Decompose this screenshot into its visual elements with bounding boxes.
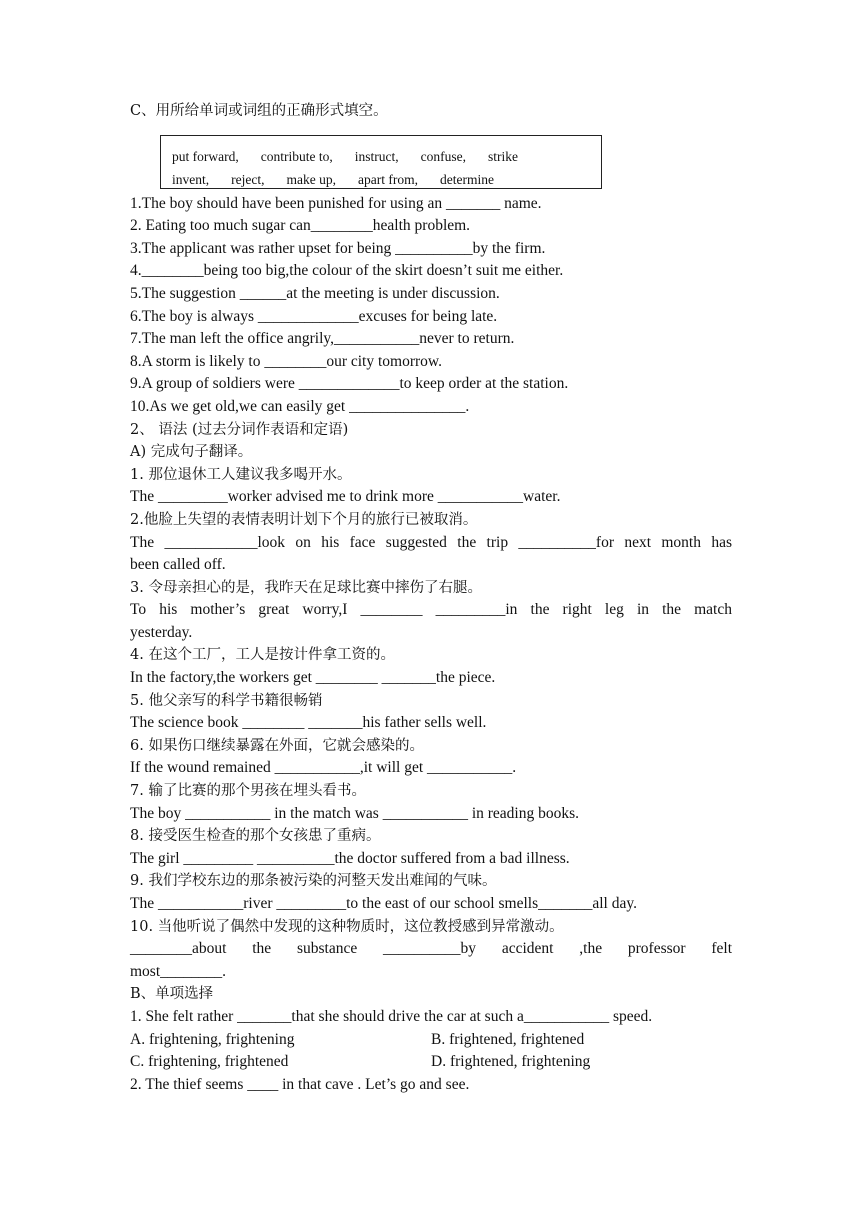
word-bank-box (160, 135, 602, 189)
fill-blank-question: 10.As we get old,we can easily get _______________. (130, 397, 470, 415)
translation-prompt: 2.他脸上失望的表情表明计划下个月的旅行已被取消。 (130, 511, 478, 528)
translation-answer: The _________worker advised me to drink more ___________water. (130, 488, 561, 506)
word-bank-item: make up, (286, 171, 336, 187)
translation-part-title: A) 完成句子翻译。 (130, 444, 253, 461)
translation-prompt: 10. 当他听说了偶然中发现的这种物质时，这位教授感到异常激动。 (130, 918, 564, 935)
option-a: A. frightening, frightening (130, 1030, 295, 1048)
fill-blank-question: 6.The boy is always _____________excuses for being late. (130, 307, 498, 325)
translation-answer-cont: most________. (130, 962, 227, 980)
translation-answer: In the factory,the workers get ________ _______the piece. (130, 669, 496, 687)
translation-answer-cont: been called off. (130, 556, 226, 574)
section-c-title: C、用所给单词或词组的正确形式填空。 (130, 103, 388, 119)
option-row (130, 1051, 732, 1074)
section-b-title: B、单项选择 (130, 986, 214, 1003)
translation-answer: The girl _________ __________the doctor suffered from a bad illness. (130, 849, 570, 867)
fill-blank-question: 8.A storm is likely to ________our city tomorrow. (130, 352, 442, 370)
fill-blank-question: 1.The boy should have been punished for using an _______ name. (130, 194, 542, 212)
translation-prompt: 1. 那位退休工人建议我多喝开水。 (130, 466, 352, 483)
word-bank-row-1 (172, 145, 601, 168)
word-bank-item: confuse, (420, 148, 466, 164)
translation-prompt: 3. 令母亲担心的是，我昨天在足球比赛中摔伤了右腿。 (130, 579, 482, 596)
translation-answer: The ___________river _________to the east of our school smells_______all day. (130, 895, 637, 912)
translation-answer: ________about the substance __________by accident ,the professor felt (130, 940, 732, 958)
multiple-choice-question: 2. The thief seems ____ in that cave . Let’s go and see. (130, 1075, 470, 1093)
word-bank-item: instruct, (354, 148, 399, 164)
word-bank-row-2 (172, 168, 601, 191)
option-c: C. frightening, frightened (130, 1053, 289, 1071)
fill-blank-question: 5.The suggestion ______at the meeting is under discussion. (130, 284, 500, 302)
grammar-heading: 2、 语法 (过去分词作表语和定语) (130, 421, 349, 438)
word-bank-item: invent, (172, 171, 210, 187)
translation-answer: The ____________look on his face suggested the trip __________for next month has (130, 533, 732, 551)
translation-answer: The boy ___________ in the match was ___________ in reading books. (130, 804, 580, 822)
translation-prompt: 4. 在这个工厂，工人是按计件拿工资的。 (130, 647, 395, 664)
word-bank-item: reject, (231, 171, 265, 187)
word-bank-item: contribute to, (260, 148, 333, 164)
translation-prompt: 9. 我们学校东边的那条被污染的河整天发出难闻的气味。 (130, 873, 497, 890)
word-bank-item: strike (487, 148, 518, 164)
option-d: D. frightened, frightening (431, 1053, 591, 1071)
fill-blank-question: 7.The man left the office angrily,___________never to return. (130, 330, 515, 348)
fill-blank-question: 4.________being too big,the colour of the skirt doesn’t suit me either. (130, 262, 564, 280)
option-row (130, 1029, 732, 1052)
word-bank-item: determine (439, 171, 494, 187)
translation-prompt: 8. 接受医生检查的那个女孩患了重病。 (130, 828, 381, 845)
fill-blank-question: 3.The applicant was rather upset for being __________by the firm. (130, 239, 546, 257)
translation-prompt: 5. 他父亲写的科学书籍很畅销 (130, 692, 323, 709)
translation-prompt: 6. 如果伤口继续暴露在外面，它就会感染的。 (130, 737, 424, 754)
fill-blank-question: 2. Eating too much sugar can________health problem. (130, 217, 471, 235)
translation-prompt: 7. 输了比赛的那个男孩在埋头看书。 (130, 783, 366, 800)
worksheet-page (130, 100, 732, 1096)
word-bank-item: put forward, (172, 148, 239, 164)
multiple-choice-question: 1. She felt rather _______that she should drive the car at such a___________ speed. (130, 1007, 653, 1025)
option-b: B. frightened, frightened (431, 1030, 585, 1048)
word-bank-item: apart from, (357, 171, 418, 187)
translation-answer: If the wound remained ___________,it will get ___________. (130, 759, 517, 777)
translation-answer: The science book ________ _______his father sells well. (130, 714, 487, 732)
translation-answer-cont: yesterday. (130, 623, 193, 641)
fill-blank-question: 9.A group of soldiers were _____________to keep order at the station. (130, 375, 569, 393)
translation-answer: To his mother’s great worry,I ________ _________in the right leg in the match (130, 601, 732, 619)
